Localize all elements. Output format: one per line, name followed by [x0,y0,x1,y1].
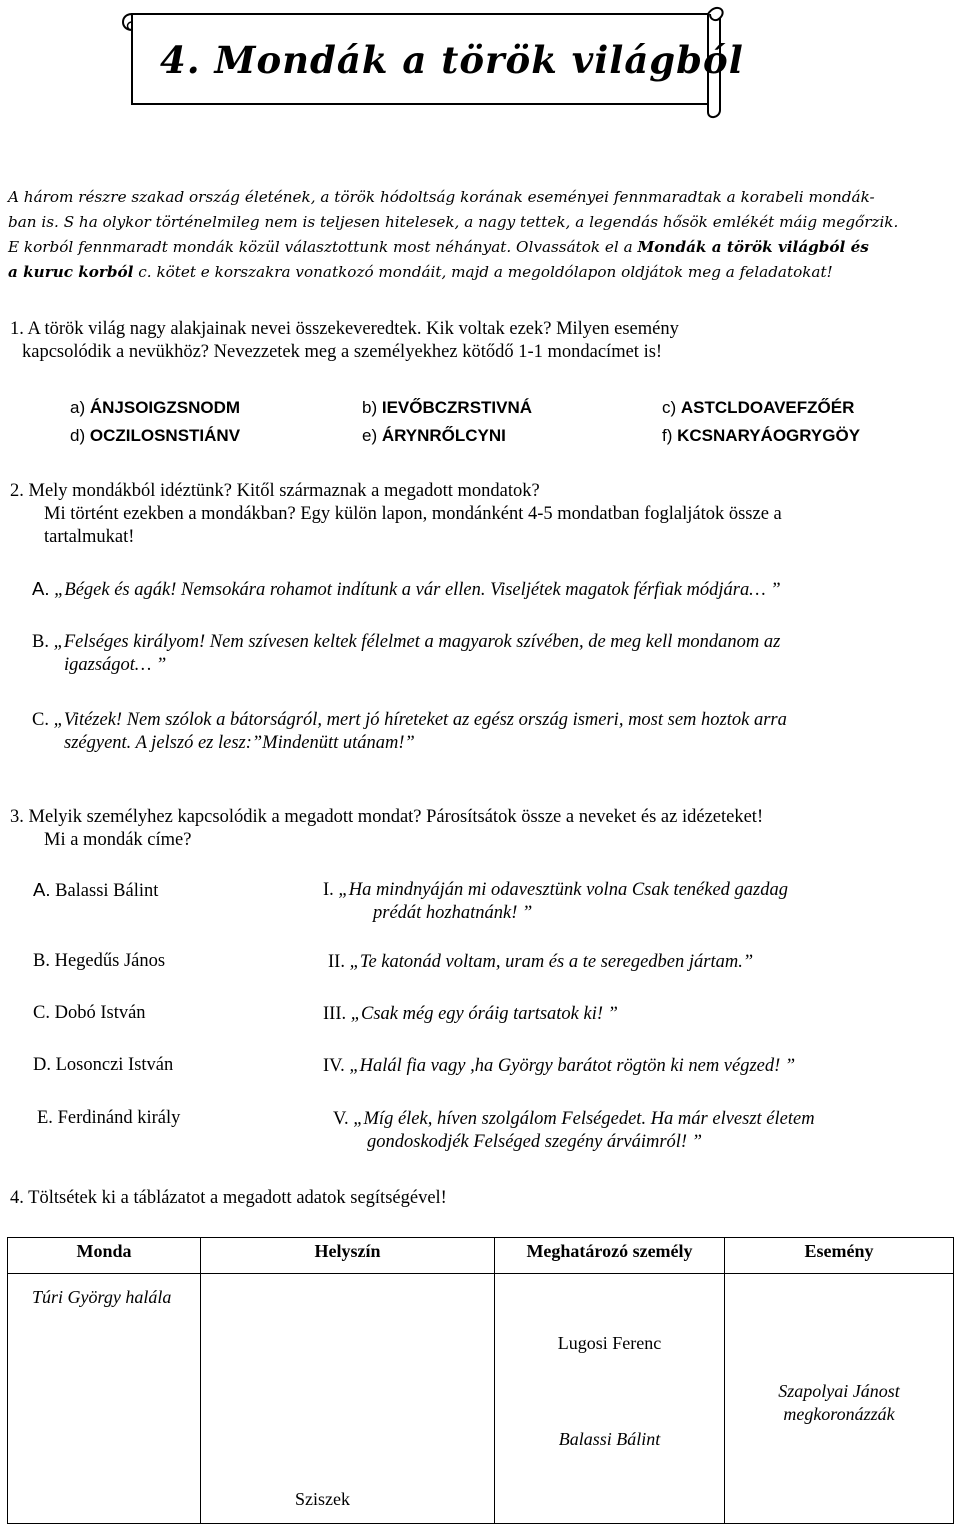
name-letter: C. [33,1003,50,1023]
table-cell-helyszin[interactable] [201,1274,495,1524]
name-e [37,1108,180,1129]
q1-line: kapcsolódik a nevükhöz? Nevezzetek meg a személyekhez kötődő 1-1 mondacímet is! [22,342,663,362]
question-1 [10,318,955,364]
question-3 [10,806,955,852]
quote-ii [328,951,948,974]
quote-number: II. [328,952,345,972]
quote-number: V. [333,1109,349,1129]
name-d [33,1055,173,1076]
person-name: Balassi Bálint [50,881,159,901]
quote-text-cont: gondoskodjék Felséged szegény árváimról! ” [367,1132,702,1152]
cell-value: Lugosi Ferenc [557,1333,662,1353]
table-cell-monda[interactable] [8,1274,201,1524]
item-letter: f) [662,426,673,445]
intro-text: E korból fennmaradt mondák közül választottunk most néhányat. Olvassátok el a [8,238,638,256]
cell-value: Sziszek [295,1489,350,1509]
puzzle-item-c [662,398,854,418]
quote-letter: B. [32,632,49,652]
item-letter: c) [662,398,677,417]
person-name: Dobó István [49,1003,146,1023]
cell-value: Túri György halála [32,1287,172,1307]
scrambled-word: ÁNJSOIGZSNODM [89,398,241,417]
quote-text: „Te katonád voltam, uram és a te seregedben jártam.” [344,952,754,972]
cell-line: Szapolyai Jánost [778,1381,900,1401]
intro-line [8,235,953,260]
item-letter: d) [70,426,86,445]
person-name: Ferdinánd király [52,1108,181,1128]
q2-line: Mi történt ezekben a mondákban? Egy külön lapon, mondánként 4-5 mondatban foglaljátok össze a [44,504,782,524]
quote-text-cont: igazságot… ” [64,655,167,675]
intro-line: A három részre szakad ország életének, a török hódoltság korának eseményei fennmaradtak a korabeli mondák- [8,188,875,206]
scrambled-word: ASTCLDOAVEFZŐÉR [680,398,855,417]
quote-text: „Halál fia vagy ,ha György barátot rögtön ki nem végzed! ” [344,1056,796,1076]
question-2 [10,480,955,549]
name-letter: D. [33,1055,51,1075]
table-cell-szemely[interactable] [495,1274,725,1524]
name-letter: E. [37,1108,53,1128]
quote-text: „Csak még egy óráig tartsatok ki! ” [346,1004,618,1024]
table-header-monda: Monda [8,1238,201,1274]
table-cell-esemeny[interactable] [725,1274,954,1524]
person-name: Losonczi István [51,1055,174,1075]
quote-number: I. [323,880,334,900]
item-letter: a) [70,398,86,417]
puzzle-item-e [362,426,506,446]
name-letter: B. [33,951,50,971]
table-header-szemely: Meghatározó személy [495,1238,725,1274]
puzzle-item-a [70,398,240,418]
q1-line: 1. A török világ nagy alakjainak nevei összekeveredtek. Kik voltak ezek? Milyen esemény [10,319,679,339]
quote-number: IV. [323,1056,345,1076]
quote-v [333,1108,953,1154]
book-title-cont: a kuruc korból [8,263,134,281]
quote-text: „Ha mindnyáján mi odavesztünk volna Csak tenéked gazdag [333,880,789,900]
quote-text: „Bégek és agák! Nemsokára rohamot indítunk a vár ellen. Viseljétek magatok férfiak módjára… ” [49,580,781,600]
item-letter: e) [362,426,378,445]
quote-letter: C. [32,710,49,730]
q3-line: Mi a mondák címe? [44,830,192,850]
q2-line: tartalmukat! [44,527,135,547]
quote-letter: A. [32,578,50,599]
name-c [33,1003,146,1024]
q3-line: 3. Melyik személyhez kapcsolódik a megadott mondat? Párosítsátok össze a neveket és az idézeteket! [10,807,764,827]
quote-text: „Míg élek, híven szolgálom Felségedet. Ha már elveszt életem [348,1109,815,1129]
cell-line: megkoronázzák [783,1404,895,1424]
book-title: Mondák a török világból és [637,238,869,256]
item-letter: b) [362,398,378,417]
name-letter: A. [33,879,51,900]
scrambled-word: IEVŐBCZRSTIVNÁ [381,398,533,417]
intro-text: c. kötet e korszakra vonatkozó mondáit, majd a megoldólapon oldjátok meg a feladatokat! [133,263,833,281]
quote-text: „Felséges királyom! Nem szívesen keltek félelmet a magyarok szívében, de meg kell mondanom az [48,632,781,652]
q2-line: 2. Mely mondákból idéztünk? Kitől származnak a megadott mondatok? [10,481,540,501]
scrambled-word: ÁRYNRŐLCYNI [381,426,506,445]
page-title: 4. Mondák a török világból [160,38,744,82]
cell-value: Balassi Bálint [558,1429,661,1449]
quote-text: „Vitézek! Nem szólok a bátorságról, mert jó híreteket az egész ország ismeri, most sem hoztok arra [48,710,787,730]
cell-value [725,1380,953,1426]
intro-line: ban is. S ha olykor történelmileg nem is teljesen hitelesek, a nagy tettek, a legendás hősök emlékét máig megőrzik. [8,213,899,231]
answer-table [7,1237,954,1524]
intro-line [8,260,953,285]
person-name: Hegedűs János [49,951,166,971]
quote-i [323,879,943,925]
quote-text-cont: szégyent. A jelszó ez lesz:”Mindenütt utánam!” [64,733,415,753]
table-header-helyszin: Helyszín [201,1238,495,1274]
name-a [33,879,158,902]
scrambled-word: OCZILOSNSTIÁNV [89,426,241,445]
puzzle-item-b [362,398,532,418]
puzzle-item-d [70,426,240,446]
puzzle-item-f [662,426,860,446]
quote-iv [323,1055,943,1078]
quote-iii [323,1003,943,1026]
quote-c [32,709,957,755]
quote-text-cont: prédát hozhatnánk! ” [373,903,533,923]
scrambled-word: KCSNARYÁOGRYGÖY [677,426,861,445]
quote-b [32,631,957,677]
quote-number: III. [323,1004,347,1024]
question-4: 4. Töltsétek ki a táblázatot a megadott adatok segítségével! [10,1188,447,1208]
name-b [33,951,165,972]
intro-paragraph [8,185,953,285]
quote-a [32,577,957,602]
table-header-esemeny: Esemény [725,1238,954,1274]
